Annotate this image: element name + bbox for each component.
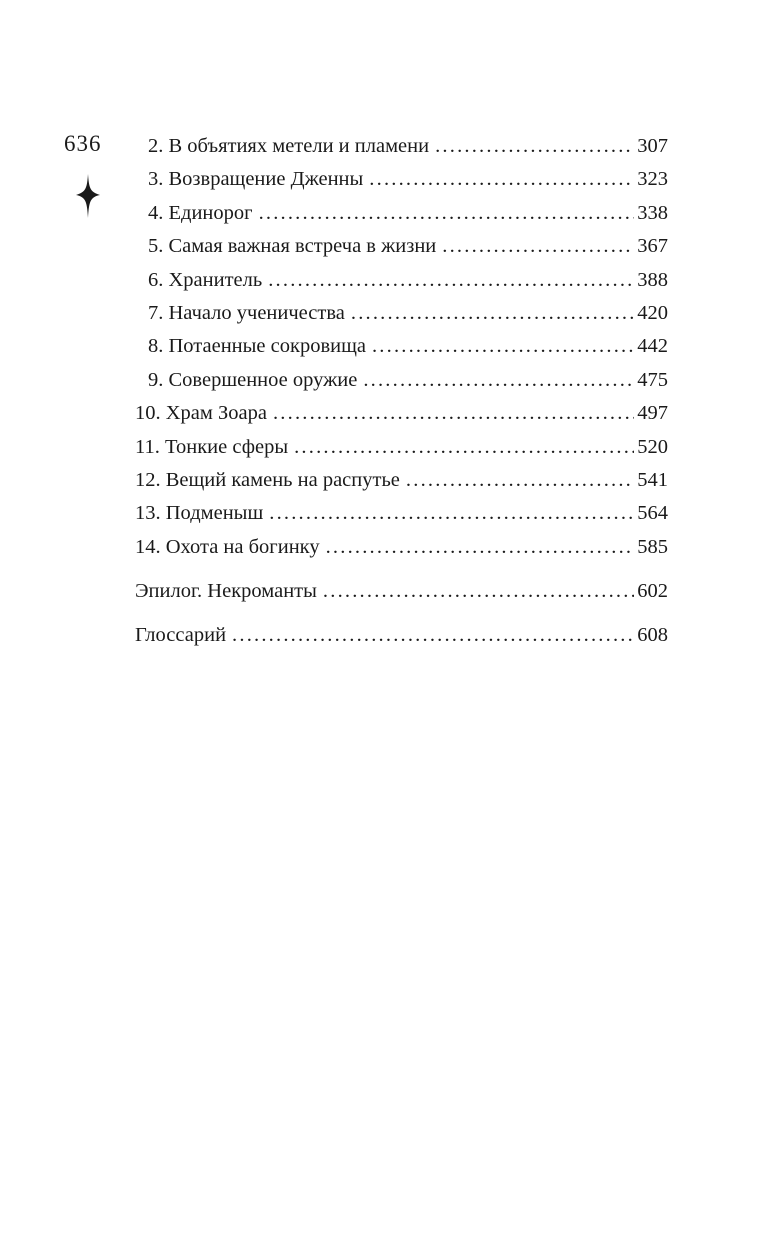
toc-entry-title: Эпилог. Некроманты bbox=[135, 580, 317, 603]
toc-entry[interactable] bbox=[135, 164, 668, 197]
toc-entry[interactable] bbox=[135, 365, 668, 398]
toc-entry-page: 608 bbox=[637, 624, 668, 647]
toc-leader-dots bbox=[323, 576, 634, 606]
toc-entry-title: 5. Самая важная встреча в жизни bbox=[148, 235, 437, 258]
toc-leader-dots bbox=[351, 298, 634, 328]
toc-entry-title: 4. Единорог bbox=[148, 201, 253, 224]
toc-entry-title: 6. Хранитель bbox=[148, 268, 263, 291]
toc-entry-page: 520 bbox=[637, 435, 668, 458]
toc-leader-dots bbox=[442, 231, 634, 261]
toc-entry-title: 9. Совершенное оружие bbox=[148, 368, 358, 391]
toc-entry[interactable] bbox=[135, 532, 668, 565]
toc-leader-dots bbox=[372, 331, 634, 361]
toc-entry[interactable] bbox=[135, 331, 668, 364]
toc-entry[interactable] bbox=[135, 465, 668, 498]
toc-leader-dots bbox=[268, 265, 634, 295]
star-ornament-icon bbox=[76, 174, 100, 218]
toc-entry-title: 12. Вещий камень на распутье bbox=[135, 468, 400, 491]
toc-leader-dots bbox=[406, 465, 634, 495]
table-of-contents bbox=[135, 131, 668, 654]
toc-entry[interactable] bbox=[135, 298, 668, 331]
toc-entry-page: 541 bbox=[637, 468, 668, 491]
toc-entry-page: 564 bbox=[637, 502, 668, 525]
toc-entry[interactable] bbox=[135, 265, 668, 298]
toc-entry-title: 10. Храм Зоара bbox=[135, 402, 267, 425]
toc-leader-dots bbox=[435, 131, 634, 161]
toc-leader-dots bbox=[326, 532, 635, 562]
toc-entry-page: 388 bbox=[637, 268, 668, 291]
toc-entry-title: Глоссарий bbox=[135, 624, 227, 647]
toc-leader-dots bbox=[294, 432, 634, 462]
toc-entry-page: 442 bbox=[637, 335, 668, 358]
toc-entry[interactable] bbox=[135, 131, 668, 164]
toc-entry-page: 338 bbox=[637, 201, 668, 224]
toc-leader-dots bbox=[259, 198, 635, 228]
toc-entry[interactable] bbox=[135, 432, 668, 465]
toc-entry-title: 11. Тонкие сферы bbox=[135, 435, 289, 458]
toc-entry-page: 307 bbox=[637, 135, 668, 157]
toc-entry-glossary[interactable] bbox=[135, 620, 668, 653]
toc-entry-page: 420 bbox=[637, 301, 668, 324]
toc-entry-title: 13. Подменыш bbox=[135, 502, 264, 525]
toc-entry-epilogue[interactable] bbox=[135, 576, 668, 609]
toc-entry[interactable] bbox=[135, 498, 668, 531]
toc-entry-page: 497 bbox=[637, 402, 668, 425]
toc-entry-page: 475 bbox=[637, 368, 668, 391]
toc-entry-title: 14. Охота на богинку bbox=[135, 535, 320, 558]
toc-leader-dots bbox=[369, 164, 634, 194]
toc-entry[interactable] bbox=[135, 398, 668, 431]
toc-entry-page: 585 bbox=[637, 535, 668, 558]
toc-leader-dots bbox=[273, 398, 634, 428]
page-number: 636 bbox=[64, 131, 102, 156]
toc-leader-dots bbox=[269, 498, 634, 528]
toc-entry[interactable] bbox=[135, 198, 668, 231]
toc-entry-page: 602 bbox=[637, 580, 668, 603]
toc-entry-title: 2. В объятиях метели и пламени bbox=[148, 135, 430, 157]
toc-entry-page: 367 bbox=[637, 235, 668, 258]
toc-leader-dots bbox=[363, 365, 634, 395]
toc-entry-title: 3. Возвращение Дженны bbox=[148, 168, 364, 191]
toc-entry-page: 323 bbox=[637, 168, 668, 191]
toc-entry-title: 7. Начало ученичества bbox=[148, 301, 345, 324]
toc-entry[interactable] bbox=[135, 231, 668, 264]
toc-entry-title: 8. Потаенные сокровища bbox=[148, 335, 366, 358]
toc-leader-dots bbox=[232, 620, 634, 650]
